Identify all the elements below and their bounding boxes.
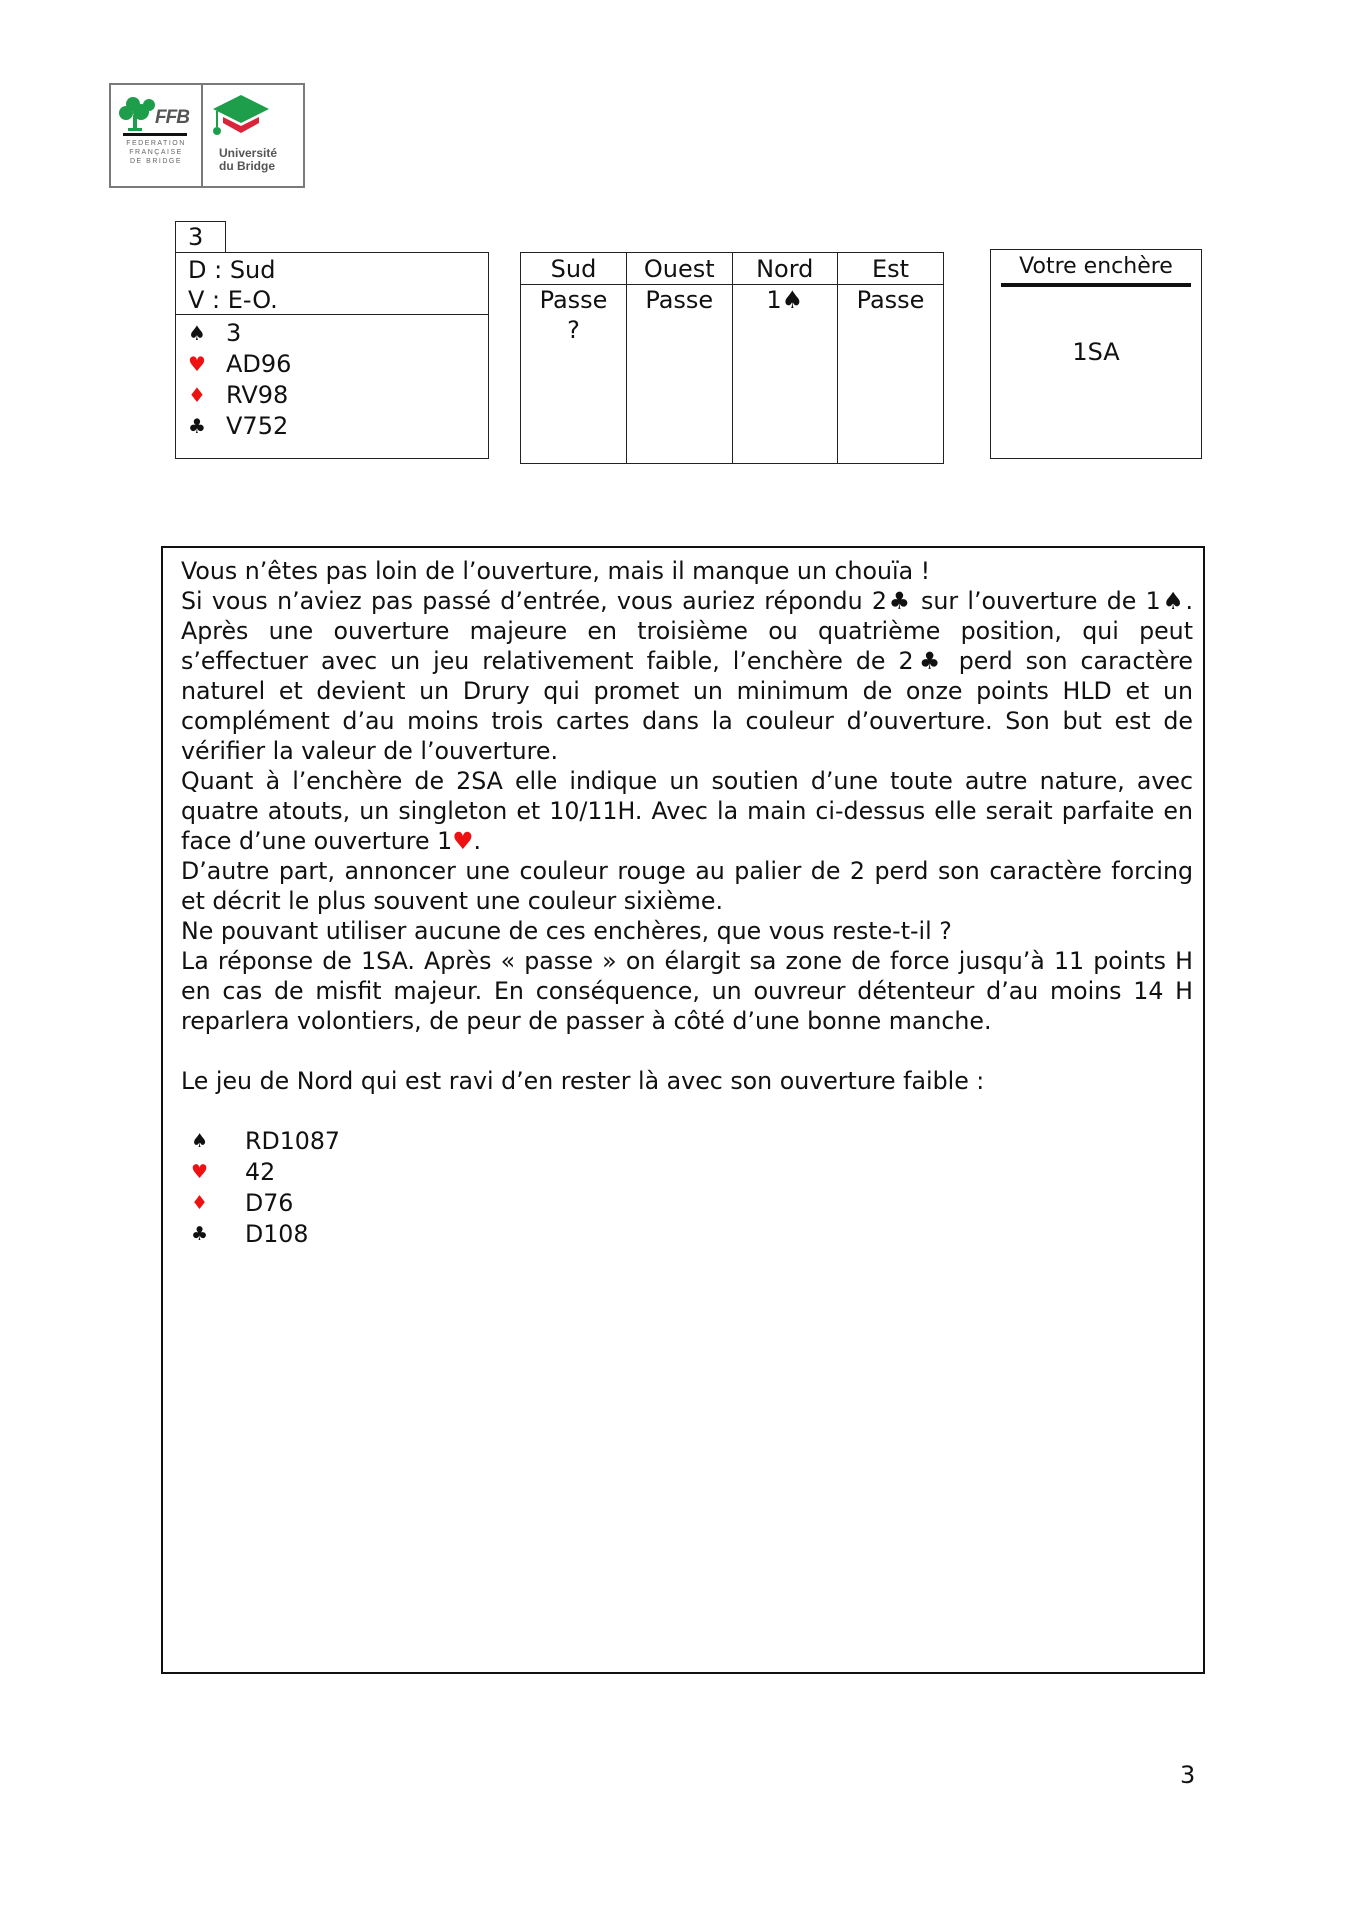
- paragraph: D’autre part, annoncer une couleur rouge au palier de 2 perd son caractère forcing et décrit le plus souvent une couleur sixième.: [181, 857, 1193, 915]
- north-hand: [181, 1126, 1193, 1250]
- spade-icon: ♠: [188, 321, 206, 345]
- bidding-table: [520, 252, 944, 464]
- south-hand-diagram: [175, 252, 489, 459]
- answer-box: [990, 249, 1202, 459]
- paragraph: Vous n’êtes pas loin de l’ouverture, mais il manque un chouïa !: [181, 557, 931, 585]
- universite-logo: [203, 85, 303, 186]
- page-number: 3: [1180, 1761, 1196, 1789]
- bid-cell: [521, 285, 627, 464]
- suit-cards: V752: [226, 412, 289, 440]
- ffb-mark: FFB: [155, 107, 189, 128]
- suit-cards: 3: [226, 319, 242, 347]
- answer-value: 1SA: [1072, 338, 1120, 366]
- suit-cards: RD1087: [245, 1127, 340, 1155]
- suit-cards: D76: [245, 1189, 294, 1217]
- heart-icon: ♥: [191, 1161, 209, 1183]
- answer-title: Votre enchère: [1019, 254, 1173, 279]
- diamond-icon: ♦: [188, 383, 206, 407]
- hand-suits: [176, 315, 488, 442]
- club-icon: ♣: [188, 414, 206, 438]
- bid-cell: [732, 285, 838, 464]
- ffb-universite-logo: [109, 83, 305, 188]
- suit-row-spades: [176, 318, 488, 349]
- suit-cards: D108: [245, 1220, 309, 1248]
- column-ouest: Ouest: [627, 253, 733, 285]
- tree-club-icon: [119, 95, 159, 133]
- ffb-subtitle-line: DE BRIDGE: [129, 158, 182, 165]
- suit-cards: RV98: [226, 381, 289, 409]
- universite-line: Université: [219, 146, 278, 160]
- bid: Passe: [856, 286, 925, 314]
- suit-row-hearts: [176, 349, 488, 380]
- spacer: [181, 1036, 1193, 1066]
- bid: 1♠: [766, 286, 804, 314]
- suit-cards: 42: [245, 1158, 276, 1186]
- suit-row-clubs: [176, 411, 488, 442]
- north-intro: Le jeu de Nord qui est ravi d’en rester là avec son ouverture faible :: [181, 1067, 985, 1095]
- ffb-subtitle: [123, 139, 189, 166]
- suit-row-clubs: [181, 1219, 1193, 1250]
- heart-icon: ♥: [188, 352, 206, 376]
- spacer: [181, 1096, 1193, 1126]
- paragraph-text: .: [473, 827, 481, 855]
- paragraph: Ne pouvant utiliser aucune de ces enchères, que vous reste-t-il ?: [181, 917, 952, 945]
- vulnerability-label: V : E-O.: [188, 286, 278, 314]
- diamond-icon: ♦: [191, 1192, 209, 1214]
- suit-row-diamonds: [181, 1188, 1193, 1219]
- universite-text: [219, 147, 277, 173]
- column-sud: Sud: [521, 253, 627, 285]
- heart-icon: ♥: [452, 827, 474, 855]
- paragraph: La réponse de 1SA. Après « passe » on élargit sa zone de force jusqu’à 11 points H en cas de misfit majeur. En conséquence, un ouvreur détenteur d’au moins 14 H reparlera volontiers, de peur de passer à côté d’une bonne manche.: [181, 947, 1193, 1035]
- spade-icon: ♠: [191, 1130, 209, 1152]
- bid: Passe: [645, 286, 714, 314]
- ffb-subtitle-line: FEDERATION: [126, 140, 186, 147]
- bid: ?: [567, 316, 580, 344]
- ffb-logo: [111, 85, 203, 186]
- ffb-subtitle-line: FRANÇAISE: [129, 149, 183, 156]
- answer-divider: [1001, 283, 1191, 287]
- paragraph: [181, 766, 1193, 856]
- paragraph-text: Quant à l’enchère de 2SA elle indique un soutien d’une toute autre nature, avec quatre atouts, un singleton et 10/11H. Avec la main ci-dessus elle serait parfaite en face d’une ouverture 1: [181, 767, 1193, 855]
- board-number: 3: [175, 221, 226, 253]
- bid: Passe: [539, 286, 608, 314]
- ffb-divider: [123, 133, 187, 136]
- bidding-header-row: [521, 253, 943, 285]
- bid-cell: [838, 285, 944, 464]
- deal-info: [176, 253, 488, 315]
- column-nord: Nord: [732, 253, 838, 285]
- explanation-box: [161, 546, 1205, 1674]
- suit-row-hearts: [181, 1157, 1193, 1188]
- paragraph: Si vous n’aviez pas passé d’entrée, vous auriez répondu 2♣ sur l’ouverture de 1♠. Après une ouverture majeure en troisième ou quatrième position, qui peut s’effectuer avec un jeu relativement faible, l’enchère de 2♣ perd son caractère naturel et devient un Drury qui promet un minimum de onze points HLD et un complément d’au moins trois cartes dans la couleur d’ouverture. Son but est de vérifier la valeur de l’ouverture.: [181, 587, 1193, 765]
- club-icon: ♣: [191, 1223, 209, 1245]
- bid-cell: [627, 285, 733, 464]
- suit-row-spades: [181, 1126, 1193, 1157]
- graduation-cap-icon: [211, 93, 271, 143]
- suit-cards: AD96: [226, 350, 292, 378]
- bidding-row: [521, 285, 943, 464]
- column-est: Est: [838, 253, 944, 285]
- suit-row-diamonds: [176, 380, 488, 411]
- dealer-label: D : Sud: [188, 256, 276, 284]
- universite-line: du Bridge: [219, 159, 275, 173]
